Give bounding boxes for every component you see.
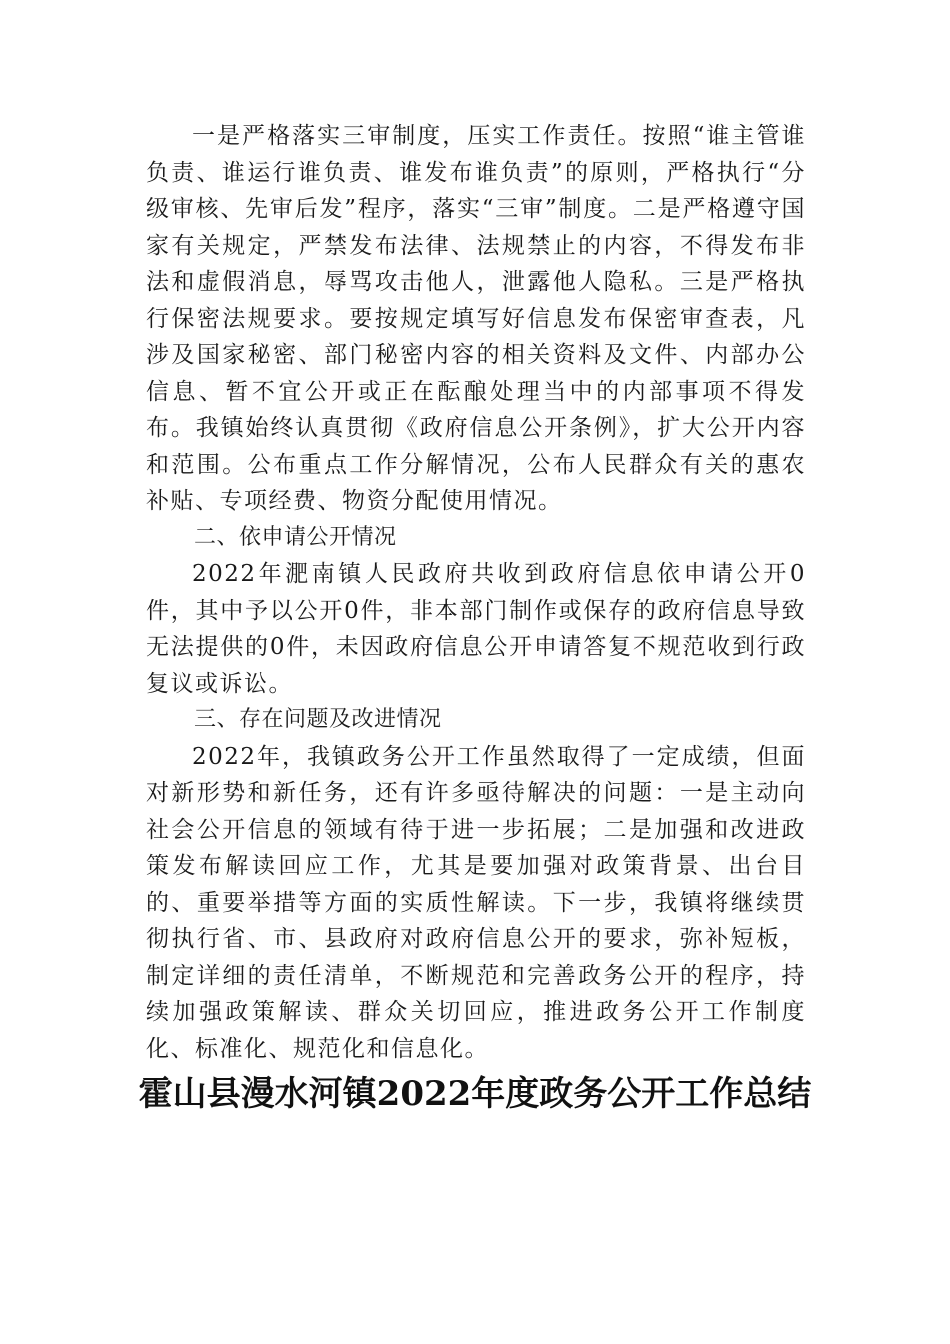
paragraph-problems-improvements: 2022年，我镇政务公开工作虽然取得了一定成绩，但面对新形势和新任务，还有许多亟待解决的问题：一是主动向社会公开信息的领域有待于进一步拓展；二是加强和改进政策发布解读回应工作，尤其是要加强对政策背景、出台目的、重要举措等方面的实质性解读。下一步，我镇将继续贯彻执行省、市、县政府对政府信息公开的要求，弥补短板，制定详细的责任清单，不断规范和完善政务公开的程序，持续加强政策解读、群众关切回应，推进政务公开工作制度化、标准化、规范化和信息化。: [146, 743, 806, 1062]
document-title: 霍山县漫水河镇2022年度政务公开工作总结: [138, 1074, 812, 1114]
section-heading-application-disclosure: 二、依申请公开情况: [194, 524, 397, 550]
paragraph-review-system: 一是严格落实三审制度，压实工作责任。按照“谁主管谁负责、谁运行谁负责、谁发布谁负责”的原则，严格执行“分级审核、先审后发”程序，落实“三审”制度。二是严格遵守国家有关规定，严禁发布法律、法规禁止的内容，不得发布非法和虚假消息，辱骂攻击他人，泄露他人隐私。三是严格执行保密法规要求。要按规定填写好信息发布保密审查表，凡涉及国家秘密、部门秘密内容的相关资料及文件、内部办公信息、暂不宜公开或正在酝酿处理当中的内部事项不得发布。我镇始终认真贯彻《政府信息公开条例》，扩大公开内容和范围。公布重点工作分解情况，公布人民群众有关的惠农补贴、专项经费、物资分配使用情况。: [146, 123, 806, 514]
paragraph-application-disclosure: 2022年淝南镇人民政府共收到政府信息依申请公开0件，其中予以公开0件，非本部门制作或保存的政府信息导致无法提供的0件，未因政府信息公开申请答复不规范收到行政复议或诉讼。: [146, 561, 806, 697]
document-body: [146, 118, 806, 1067]
section-heading-problems-improvements: 三、存在问题及改进情况: [194, 707, 442, 732]
